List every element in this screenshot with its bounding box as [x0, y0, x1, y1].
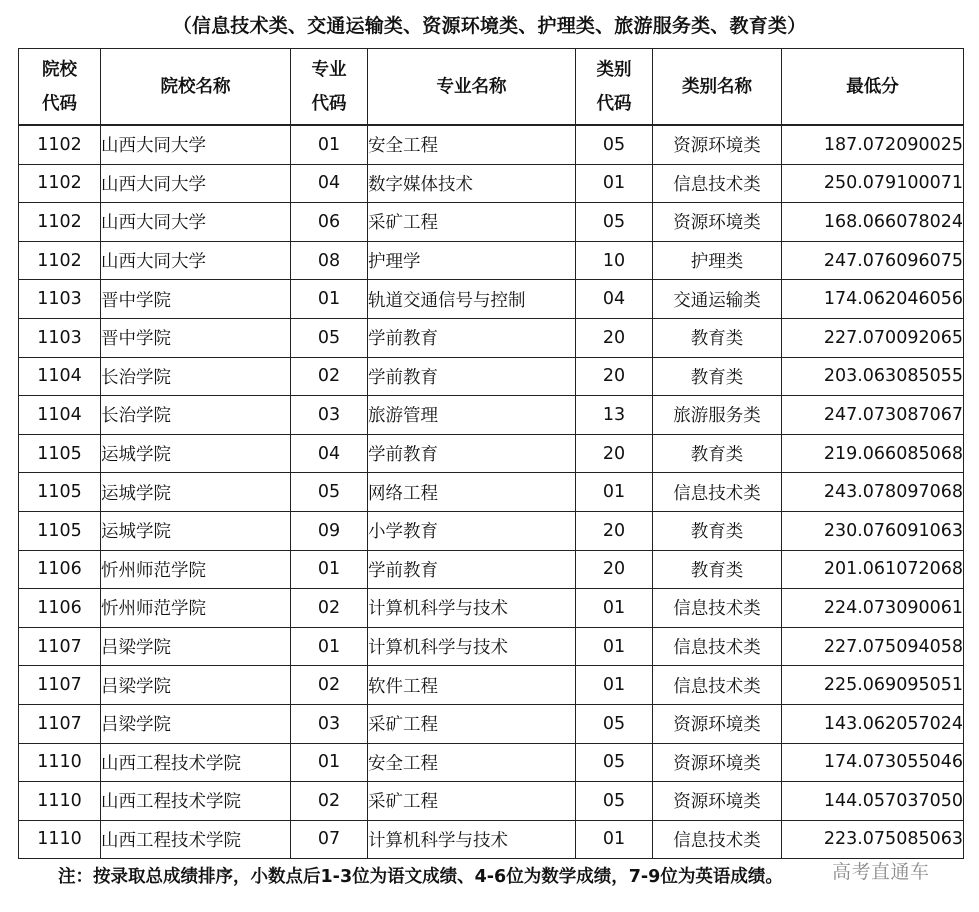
- table-row: [19, 511, 964, 550]
- cell-min-score: 174.062046056: [782, 280, 964, 319]
- cell-school-code: 1105: [19, 434, 101, 473]
- cell-min-score: 219.066085068: [782, 434, 964, 473]
- cell-type-name: 教育类: [653, 511, 782, 550]
- table-row: [19, 550, 964, 589]
- cell-major-code: 02: [291, 782, 368, 821]
- cell-type-code: 05: [576, 203, 653, 242]
- cell-type-code: 13: [576, 396, 653, 435]
- cell-type-code: 01: [576, 473, 653, 512]
- header-major-code: 专业 代码: [291, 49, 368, 126]
- cell-major-name: 安全工程: [368, 125, 576, 164]
- cell-type-name: 资源环境类: [653, 125, 782, 164]
- cell-school-code: 1107: [19, 666, 101, 705]
- cell-major-name: 采矿工程: [368, 203, 576, 242]
- table-row: [19, 666, 964, 705]
- table-row: [19, 704, 964, 743]
- cell-type-name: 教育类: [653, 357, 782, 396]
- cell-school-code: 1104: [19, 357, 101, 396]
- cell-school-name: 运城学院: [101, 511, 291, 550]
- cell-type-name: 信息技术类: [653, 164, 782, 203]
- table-row: [19, 241, 964, 280]
- cell-type-code: 01: [576, 164, 653, 203]
- cell-school-name: 山西大同大学: [101, 164, 291, 203]
- cell-major-code: 01: [291, 550, 368, 589]
- cell-type-name: 教育类: [653, 434, 782, 473]
- cell-major-name: 软件工程: [368, 666, 576, 705]
- cell-major-code: 05: [291, 473, 368, 512]
- table-title: （信息技术类、交通运输类、资源环境类、护理类、旅游服务类、教育类）: [172, 15, 807, 37]
- cell-major-name: 学前教育: [368, 357, 576, 396]
- header-type-name: 类别名称: [653, 49, 782, 126]
- cell-type-name: 信息技术类: [653, 820, 782, 859]
- cell-school-name: 山西工程技术学院: [101, 820, 291, 859]
- cell-major-code: 03: [291, 704, 368, 743]
- cell-school-code: 1110: [19, 782, 101, 821]
- cell-min-score: 224.073090061: [782, 589, 964, 628]
- cell-min-score: 201.061072068: [782, 550, 964, 589]
- cell-major-code: 09: [291, 511, 368, 550]
- cell-major-code: 03: [291, 396, 368, 435]
- header-major-name: 专业名称: [368, 49, 576, 126]
- cell-min-score: 247.076096075: [782, 241, 964, 280]
- cell-min-score: 143.062057024: [782, 704, 964, 743]
- cell-school-code: 1105: [19, 473, 101, 512]
- cell-school-name: 山西大同大学: [101, 203, 291, 242]
- cell-school-name: 山西大同大学: [101, 241, 291, 280]
- cell-school-code: 1106: [19, 589, 101, 628]
- cell-major-code: 07: [291, 820, 368, 859]
- cell-major-code: 04: [291, 164, 368, 203]
- cell-major-name: 计算机科学与技术: [368, 820, 576, 859]
- cell-major-name: 学前教育: [368, 318, 576, 357]
- cell-major-name: 安全工程: [368, 743, 576, 782]
- table-row: [19, 434, 964, 473]
- cell-type-code: 20: [576, 511, 653, 550]
- cell-major-code: 04: [291, 434, 368, 473]
- cell-type-name: 信息技术类: [653, 589, 782, 628]
- cell-major-name: 轨道交通信号与控制: [368, 280, 576, 319]
- cell-type-name: 护理类: [653, 241, 782, 280]
- cell-type-code: 05: [576, 704, 653, 743]
- cell-school-name: 山西工程技术学院: [101, 782, 291, 821]
- table-row: [19, 318, 964, 357]
- cell-school-name: 晋中学院: [101, 280, 291, 319]
- cell-school-code: 1102: [19, 241, 101, 280]
- cell-major-name: 计算机科学与技术: [368, 589, 576, 628]
- cell-school-code: 1103: [19, 280, 101, 319]
- footnote: 注：按录取总成绩排序，小数点后1-3位为语文成绩、4-6位为数学成绩，7-9位为英语成绩。: [58, 867, 783, 887]
- table-row: [19, 280, 964, 319]
- header-min-score: 最低分: [782, 49, 964, 126]
- cell-school-code: 1110: [19, 820, 101, 859]
- cell-min-score: 187.072090025: [782, 125, 964, 164]
- cell-major-code: 08: [291, 241, 368, 280]
- header-school-code: 院校 代码: [19, 49, 101, 126]
- header-type-code: 类别 代码: [576, 49, 653, 126]
- table-row: [19, 357, 964, 396]
- cell-major-code: 02: [291, 357, 368, 396]
- cell-type-code: 05: [576, 782, 653, 821]
- table-row: [19, 782, 964, 821]
- table-row: [19, 589, 964, 628]
- table-row: [19, 473, 964, 512]
- cell-school-code: 1107: [19, 704, 101, 743]
- cell-min-score: 227.075094058: [782, 627, 964, 666]
- cell-major-name: 数字媒体技术: [368, 164, 576, 203]
- cell-type-code: 01: [576, 666, 653, 705]
- cell-type-code: 05: [576, 743, 653, 782]
- table-row: [19, 203, 964, 242]
- cell-type-name: 信息技术类: [653, 627, 782, 666]
- cell-major-code: 01: [291, 743, 368, 782]
- cell-type-name: 旅游服务类: [653, 396, 782, 435]
- cell-type-code: 01: [576, 820, 653, 859]
- cell-school-name: 长治学院: [101, 396, 291, 435]
- cell-school-code: 1102: [19, 125, 101, 164]
- cell-major-name: 小学教育: [368, 511, 576, 550]
- cell-min-score: 223.075085063: [782, 820, 964, 859]
- cell-major-name: 网络工程: [368, 473, 576, 512]
- cell-type-name: 资源环境类: [653, 743, 782, 782]
- watermark-text: 高考直通车: [832, 861, 930, 883]
- cell-min-score: 230.076091063: [782, 511, 964, 550]
- cell-school-code: 1102: [19, 164, 101, 203]
- table-row: [19, 820, 964, 859]
- cell-min-score: 247.073087067: [782, 396, 964, 435]
- cell-school-name: 山西大同大学: [101, 125, 291, 164]
- cell-type-code: 05: [576, 125, 653, 164]
- cell-type-code: 20: [576, 357, 653, 396]
- cell-min-score: 250.079100071: [782, 164, 964, 203]
- cell-school-code: 1103: [19, 318, 101, 357]
- cell-school-name: 吕梁学院: [101, 666, 291, 705]
- cell-type-code: 04: [576, 280, 653, 319]
- cell-major-name: 旅游管理: [368, 396, 576, 435]
- admission-score-table: [18, 48, 964, 859]
- cell-type-name: 资源环境类: [653, 203, 782, 242]
- table-row: [19, 164, 964, 203]
- cell-major-name: 护理学: [368, 241, 576, 280]
- cell-school-name: 运城学院: [101, 434, 291, 473]
- cell-type-name: 信息技术类: [653, 666, 782, 705]
- cell-type-code: 01: [576, 627, 653, 666]
- table-row: [19, 125, 964, 164]
- cell-min-score: 144.057037050: [782, 782, 964, 821]
- cell-min-score: 174.073055046: [782, 743, 964, 782]
- cell-major-name: 采矿工程: [368, 704, 576, 743]
- cell-type-code: 20: [576, 318, 653, 357]
- cell-school-name: 吕梁学院: [101, 704, 291, 743]
- cell-major-code: 05: [291, 318, 368, 357]
- cell-type-code: 20: [576, 434, 653, 473]
- cell-school-code: 1104: [19, 396, 101, 435]
- cell-major-name: 采矿工程: [368, 782, 576, 821]
- cell-major-code: 01: [291, 627, 368, 666]
- cell-type-name: 教育类: [653, 318, 782, 357]
- cell-school-name: 晋中学院: [101, 318, 291, 357]
- cell-major-name: 学前教育: [368, 434, 576, 473]
- cell-major-code: 06: [291, 203, 368, 242]
- cell-min-score: 203.063085055: [782, 357, 964, 396]
- header-row: [19, 49, 964, 126]
- cell-school-code: 1110: [19, 743, 101, 782]
- cell-type-code: 20: [576, 550, 653, 589]
- cell-type-name: 信息技术类: [653, 473, 782, 512]
- cell-school-code: 1107: [19, 627, 101, 666]
- cell-major-name: 计算机科学与技术: [368, 627, 576, 666]
- cell-type-name: 资源环境类: [653, 782, 782, 821]
- table-row: [19, 743, 964, 782]
- cell-school-code: 1102: [19, 203, 101, 242]
- cell-major-code: 02: [291, 666, 368, 705]
- cell-school-name: 忻州师范学院: [101, 550, 291, 589]
- cell-type-name: 交通运输类: [653, 280, 782, 319]
- cell-school-code: 1105: [19, 511, 101, 550]
- cell-type-name: 资源环境类: [653, 704, 782, 743]
- header-school-name: 院校名称: [101, 49, 291, 126]
- cell-min-score: 227.070092065: [782, 318, 964, 357]
- table-body: [19, 125, 964, 859]
- cell-school-name: 长治学院: [101, 357, 291, 396]
- cell-type-code: 01: [576, 589, 653, 628]
- cell-major-code: 01: [291, 280, 368, 319]
- table-row: [19, 627, 964, 666]
- cell-min-score: 225.069095051: [782, 666, 964, 705]
- table-row: [19, 396, 964, 435]
- cell-type-name: 教育类: [653, 550, 782, 589]
- cell-major-code: 02: [291, 589, 368, 628]
- cell-school-name: 吕梁学院: [101, 627, 291, 666]
- cell-min-score: 168.066078024: [782, 203, 964, 242]
- cell-major-code: 01: [291, 125, 368, 164]
- cell-school-name: 山西工程技术学院: [101, 743, 291, 782]
- cell-major-name: 学前教育: [368, 550, 576, 589]
- cell-type-code: 10: [576, 241, 653, 280]
- cell-school-name: 运城学院: [101, 473, 291, 512]
- cell-min-score: 243.078097068: [782, 473, 964, 512]
- cell-school-name: 忻州师范学院: [101, 589, 291, 628]
- cell-school-code: 1106: [19, 550, 101, 589]
